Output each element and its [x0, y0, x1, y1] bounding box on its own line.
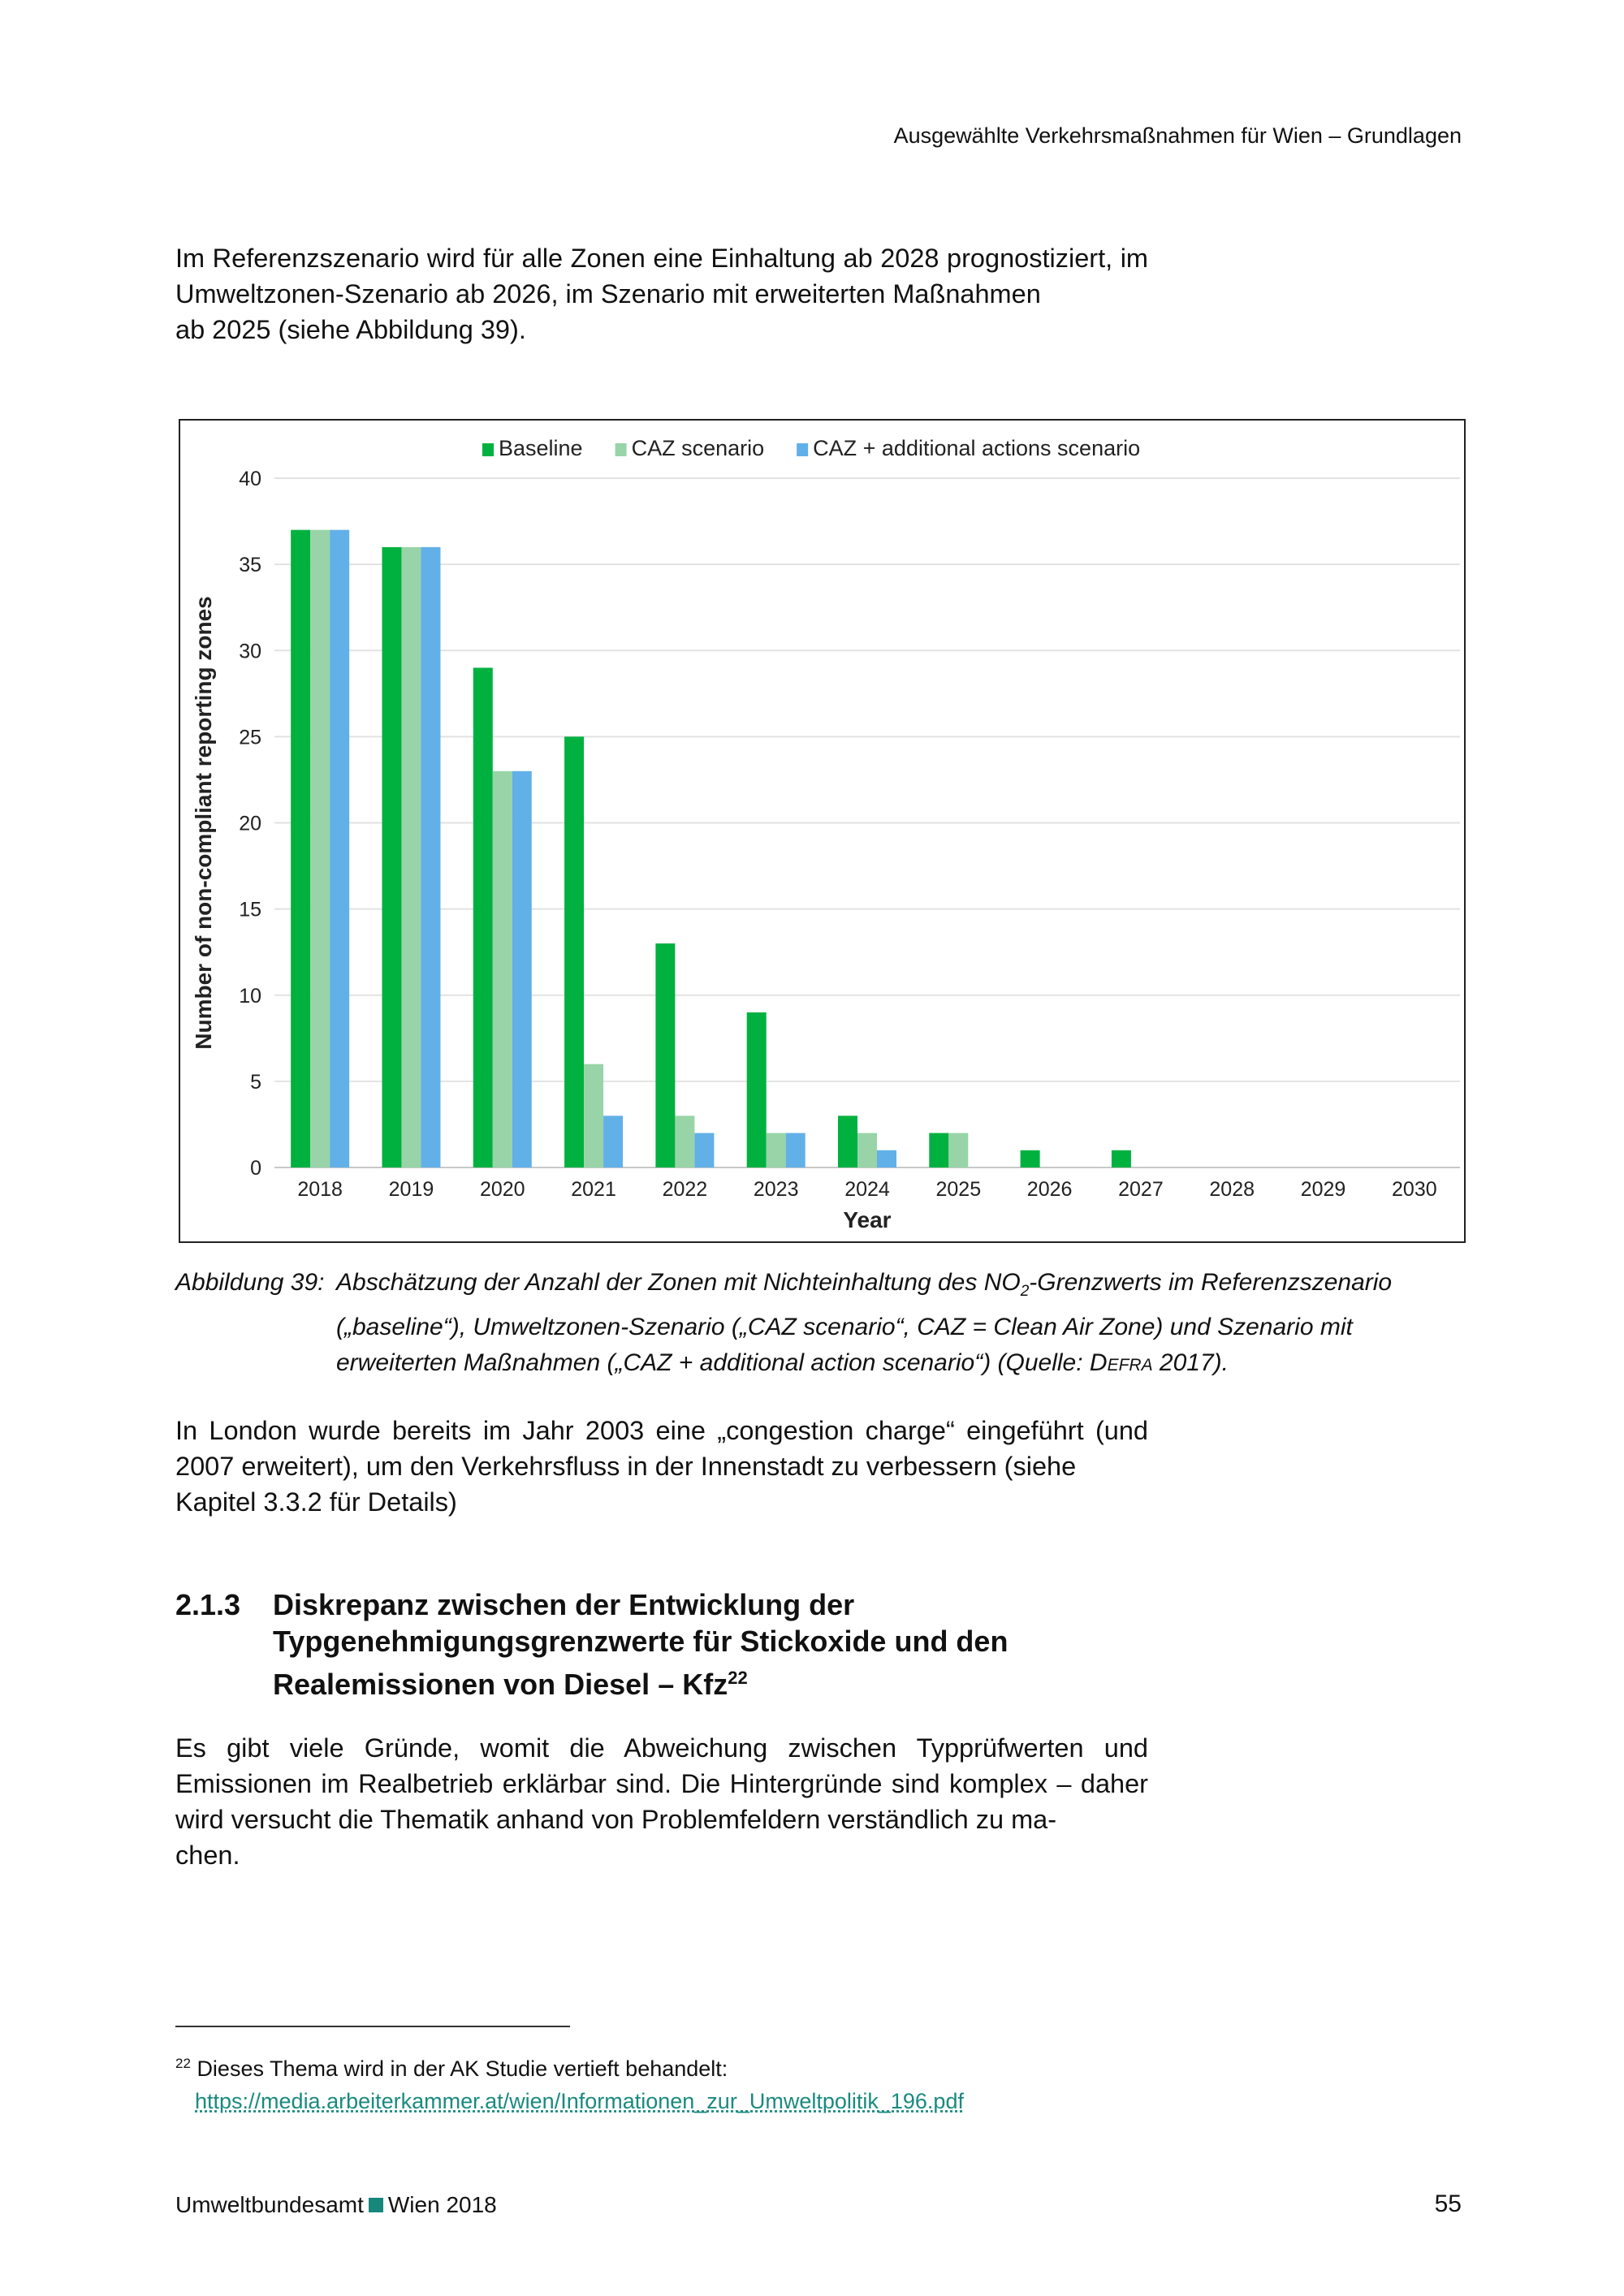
footnote-link[interactable]: https://media.arbeiterkammer.at/wien/Informationen_zur_Umweltpolitik_196.pdf: [195, 2089, 964, 2113]
legend-swatch: [615, 443, 627, 456]
y-tick-label: 15: [239, 898, 261, 921]
legend-label: CAZ + additional actions scenario: [813, 436, 1141, 460]
x-tick-label: 2021: [571, 1178, 616, 1201]
x-tick-label: 2023: [753, 1178, 799, 1201]
x-tick-label: 2027: [1118, 1178, 1164, 1201]
figure-chart: [179, 419, 1466, 1243]
figure-caption: [175, 1265, 1475, 1381]
bar-caz-scenario: [310, 530, 330, 1167]
caption-part: 2017).: [1152, 1349, 1229, 1376]
caption-text: [336, 1265, 1475, 1381]
footnote-divider: [175, 2026, 570, 2027]
running-header: Ausgewählte Verkehrsmaßnahmen für Wien – Grundlagen: [893, 123, 1462, 148]
x-tick-label: 2025: [935, 1178, 982, 1201]
caption-part: -Grenzwerts im Referenzszenario („baseline“), Umweltzonen-Szenario („CAZ scenario“, CAZ = Clean Air Zone) und Szenario mit erweiterten Maßnahmen („CAZ + additional action scenario“) (Quelle:: [336, 1269, 1393, 1376]
footnote-reference[interactable]: 22: [728, 1668, 748, 1688]
x-tick-label: 2028: [1209, 1178, 1255, 1201]
bar-baseline: [929, 1133, 948, 1167]
footnote: [175, 2048, 964, 2117]
caption-subscript: 2: [1020, 1283, 1030, 1300]
x-tick-label: 2018: [297, 1178, 343, 1201]
paragraph-last-line: chen.: [175, 1841, 240, 1870]
y-tick-label: 30: [239, 640, 261, 663]
bar-caz-scenario: [401, 547, 421, 1167]
y-tick-label: 35: [239, 554, 261, 577]
section-heading: [175, 1586, 1166, 1703]
paragraph-last-line: Kapitel 3.3.2 für Details): [175, 1487, 457, 1517]
bar-caz-additional-actions-scenario: [330, 530, 349, 1167]
section-title: Diskrepanz zwischen der Entwicklung der Typgenehmigungsgrenzwerte für Stickoxide und den Realemissionen von Diesel – Kfz: [273, 1588, 1009, 1701]
footer-place-year: Wien 2018: [387, 2192, 497, 2217]
x-tick-label: 2030: [1392, 1178, 1437, 1201]
y-tick-label: 5: [250, 1070, 261, 1094]
bar-caz-scenario: [767, 1133, 786, 1167]
caption-source: Defra: [1089, 1349, 1153, 1376]
square-icon: [369, 2198, 383, 2212]
bar-baseline: [291, 530, 310, 1167]
bar-caz-additional-actions-scenario: [421, 547, 440, 1167]
x-tick-label: 2020: [479, 1178, 525, 1201]
bar-chart: [180, 421, 1464, 1241]
bar-baseline: [838, 1116, 857, 1167]
bar-caz-scenario: [584, 1064, 603, 1167]
paragraph-reasons: [175, 1730, 1148, 1873]
x-tick-label: 2026: [1026, 1178, 1073, 1201]
legend-label: CAZ scenario: [631, 436, 765, 460]
bar-baseline: [1112, 1150, 1131, 1167]
paragraph-text: Es gibt viele Gründe, womit die Abweichung zwischen Typprüfwerten und Emissionen im Realbetrieb erklärbar sind. Die Hintergründe sind komplex – daher wird versucht die Thematik anhand von Problemfeldern verständlich zu ma-: [175, 1733, 1148, 1834]
y-tick-label: 40: [239, 468, 261, 490]
bar-baseline: [382, 547, 401, 1167]
section-number: 2.1.3: [175, 1588, 241, 1621]
footnote-number: 22: [175, 2056, 191, 2071]
footer-publisher: Umweltbundesamt: [175, 2192, 364, 2217]
y-tick-label: 20: [239, 812, 261, 835]
bar-caz-additional-actions-scenario: [512, 771, 532, 1167]
bar-caz-additional-actions-scenario: [694, 1133, 714, 1167]
x-axis-title: Year: [843, 1207, 892, 1232]
page-number: 55: [1434, 2190, 1462, 2217]
y-tick-label: 10: [239, 984, 261, 1008]
paragraph-last-line: ab 2025 (siehe Abbildung 39).: [175, 315, 526, 344]
bar-caz-additional-actions-scenario: [786, 1133, 806, 1167]
paragraph-intro: [175, 240, 1148, 347]
paragraph-text: Im Referenzszenario wird für alle Zonen eine Einhaltung ab 2028 prognostiziert, im Umweltzonen-Szenario ab 2026, im Szenario mit erweiterten Maßnahmen: [175, 244, 1148, 309]
y-tick-label: 25: [239, 726, 261, 749]
legend-swatch: [482, 443, 494, 456]
x-tick-label: 2029: [1300, 1178, 1346, 1201]
bar-baseline: [1021, 1150, 1040, 1167]
x-tick-label: 2024: [844, 1178, 890, 1201]
legend-swatch: [797, 443, 808, 456]
y-tick-label: 0: [250, 1157, 261, 1180]
x-tick-label: 2019: [388, 1178, 434, 1201]
paragraph-london: [175, 1413, 1148, 1520]
page-footer: [175, 2192, 497, 2218]
bar-baseline: [747, 1012, 767, 1167]
y-axis-title: Number of non-compliant reporting zones: [191, 596, 216, 1050]
bar-caz-scenario: [948, 1133, 968, 1167]
bar-caz-scenario: [493, 771, 512, 1167]
bar-baseline: [655, 943, 675, 1167]
paragraph-text: In London wurde bereits im Jahr 2003 eine „congestion charge“ eingeführt (und 2007 erweitert), um den Verkehrsfluss in der Innenstadt zu verbessern (siehe: [175, 1416, 1148, 1481]
legend-label: Baseline: [499, 436, 583, 460]
bar-caz-additional-actions-scenario: [603, 1116, 623, 1167]
bar-caz-scenario: [675, 1116, 694, 1167]
caption-label: Abbildung 39:: [175, 1269, 325, 1296]
bar-caz-scenario: [857, 1133, 877, 1167]
caption-part: Abschätzung der Anzahl der Zonen mit Nichteinhaltung des NO: [336, 1269, 1021, 1296]
bar-baseline: [564, 736, 584, 1167]
bar-baseline: [473, 667, 493, 1167]
x-tick-label: 2022: [662, 1178, 708, 1201]
bar-caz-additional-actions-scenario: [877, 1150, 896, 1167]
footnote-text: Dieses Thema wird in der AK Studie vertieft behandelt:: [197, 2056, 728, 2081]
